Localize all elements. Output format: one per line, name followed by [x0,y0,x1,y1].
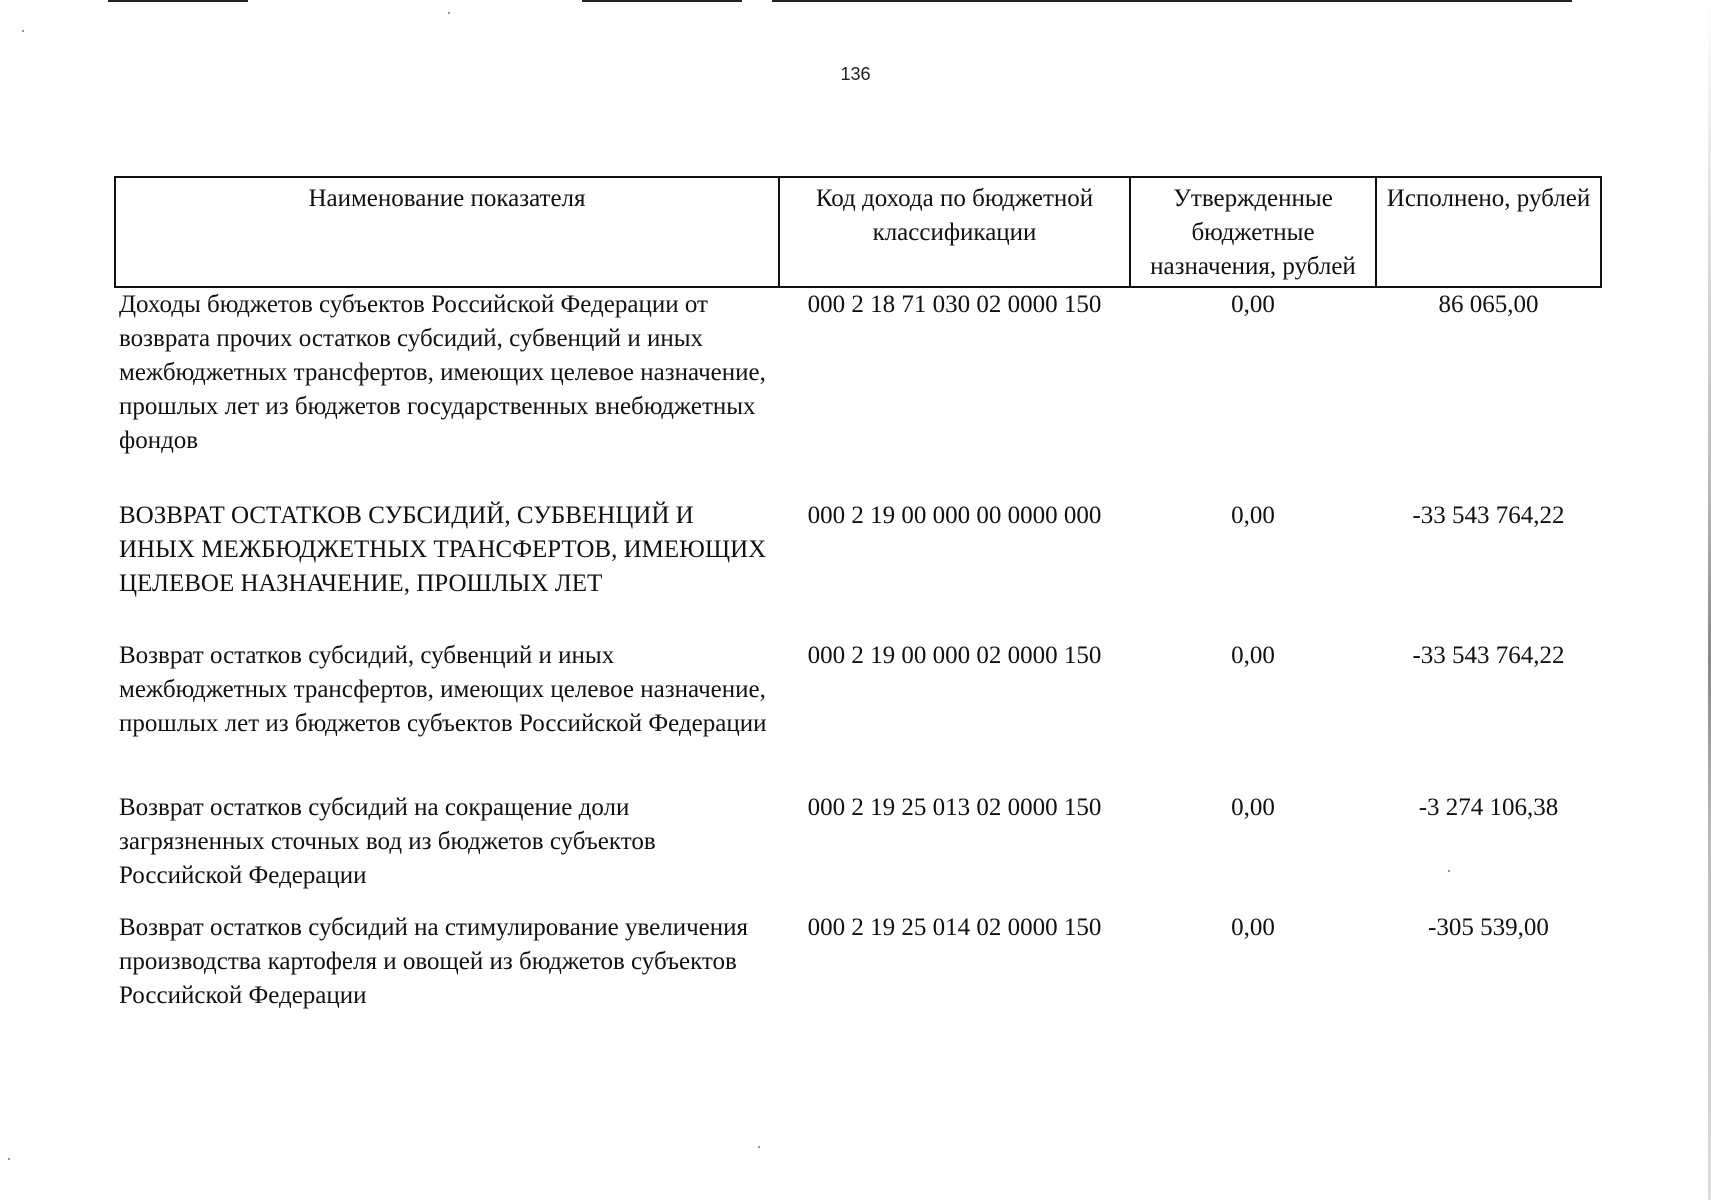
scan-speck [8,1158,10,1160]
row-indicator-name: Возврат остатков субсидий на стимулирование увеличения производства картофеля и овощей из бюджетов субъектов Российской Федерации [119,914,749,1009]
row-approved-amount: 0,00 [1231,794,1275,821]
row-income-code: 000 2 19 00 000 00 0000 000 [807,502,1102,529]
table-row [115,639,1601,791]
row-indicator-name: Доходы бюджетов субъектов Российской Федерации от возврата прочих остатков субсидий, субвенций и иных межбюджетных трансфертов, имеющих целевое назначение, прошлых лет из бюджетов государственных внебюджетных фондов [119,291,766,454]
table-row [115,791,1601,911]
row-executed-amount: -33 543 764,22 [1412,642,1565,669]
row-income-code: 000 2 19 25 013 02 0000 150 [807,794,1102,821]
table-row [115,499,1601,639]
scan-speck [22,30,24,32]
row-executed-amount: -33 543 764,22 [1412,502,1565,529]
row-income-code: 000 2 18 71 030 02 0000 150 [807,291,1102,318]
scan-top-line-middle [582,0,742,2]
scan-top-line-right [772,0,1572,2]
page-number: 136 [840,64,871,84]
scan-top-line-left [108,0,248,2]
table-header-row [115,177,1601,287]
row-indicator-name: ВОЗВРАТ ОСТАТКОВ СУБСИДИЙ, СУБВЕНЦИЙ И ИНЫХ МЕЖБЮДЖЕТНЫХ ТРАНСФЕРТОВ, ИМЕЮЩИХ ЦЕЛЕВОЕ НАЗНАЧЕНИЕ, ПРОШЛЫХ ЛЕТ [119,502,767,597]
row-income-code: 000 2 19 25 014 02 0000 150 [807,914,1102,941]
header-indicator-name: Наименование показателя [115,177,779,287]
header-approved-budget: Утвержденные бюджетные назначения, рублей [1130,177,1376,287]
row-executed-amount: -3 274 106,38 [1418,794,1559,821]
row-indicator-name: Возврат остатков субсидий, субвенций и иных межбюджетных трансфертов, имеющих целевое назначение, прошлых лет из бюджетов субъектов Российской Федерации [119,642,767,737]
header-income-code: Код дохода по бюджетной классификации [779,177,1130,287]
row-executed-amount: 86 065,00 [1438,291,1539,318]
scan-speck [758,1146,760,1148]
row-income-code: 000 2 19 00 000 02 0000 150 [807,642,1102,669]
row-approved-amount: 0,00 [1231,642,1275,669]
row-approved-amount: 0,00 [1231,502,1275,529]
table-row [115,911,1601,1021]
row-approved-amount: 0,00 [1231,291,1275,318]
header-executed: Исполнено, рублей [1376,177,1601,287]
row-indicator-name: Возврат остатков субсидий на сокращение доли загрязненных сточных вод из бюджетов субъектов Российской Федерации [119,794,656,889]
scan-speck [448,12,450,14]
budget-income-table [114,176,1602,1021]
row-approved-amount: 0,00 [1231,914,1275,941]
table-row [115,287,1601,499]
row-executed-amount: -305 539,00 [1428,914,1549,941]
